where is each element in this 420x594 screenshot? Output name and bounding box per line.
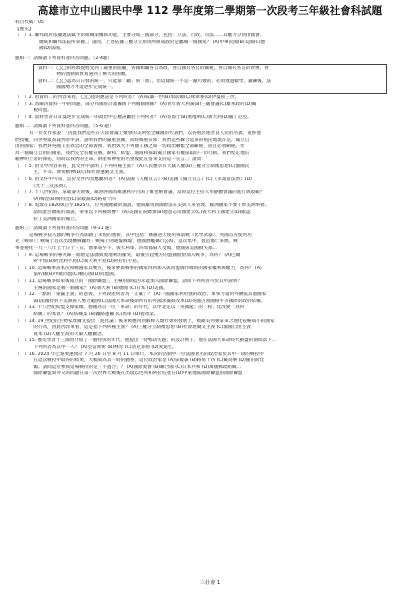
group1-source-box <box>33 64 387 94</box>
question-line: 爾。請問這位參與這場戰役的是「不過合」？ (A)國際奧會 (B)聯合國 (C)日本共和 (D)萬國郵政組織… <box>15 364 242 370</box>
passage-line: 有一位女作家說：「因此我們這些在大陸會議上聚會的美利堅全聯國的代表們，以各殖民地善良人民的名義，並經他 <box>29 130 261 136</box>
question-line: 下列何者為其中一人？ (A)亞當斯密 (B)林肯 (C)洛克菲勒 (D)愛迪生。 <box>15 344 177 350</box>
source-line: 物的流動與貿易遇到了極大的困難。 <box>38 72 130 78</box>
page-footer: 三社會 1 <box>199 580 221 586</box>
question-line: (A)梅涅(B)梅特涅(C)拿破崙(D)路易十四 <box>15 196 116 202</box>
subject-code: 科目代碼：05 <box>15 20 44 25</box>
exam-title: 高雄市立中山國民中學 112 學年度第二學期第一次段考三年級社會科試題 <box>37 5 383 17</box>
question-line: （ ）5. 由文中內容來看，此文件中說明了下列何種主張？ (A)人民應享有天賦人權(B)三權分立制衡思想(C)激國民 <box>15 163 250 169</box>
question-line: （ ）6. 由文件中可知，這份文件內容應屬何者？ (A)法國《人權宣言》(B)美國《獨立宣言》(C)《永遠富法典》(D) <box>15 177 252 183</box>
question-line: 稅同盟。 <box>15 108 52 114</box>
passage-line: 們授權，向世界最高裁判者申訴，說明我們的嚴重意圖，同時鄭重宣佈：我們這些聯合起來的殖民地現在是，獨立自 <box>15 137 250 143</box>
group1-title: 題組一：請閱讀下列資料並回答問題。（2-4題） <box>15 55 113 61</box>
question-line: （ ）3. 為解決資料一中的問題，部分邦國曾計畫籌組下列哪個組織？ (A)青年義大利黨(B)三級會議(C)雄邦政府(D)關 <box>15 101 257 107</box>
question-line: （ ）14. 19 世紀的生物家達爾文提出「進化論」後來被應用到解釋人類社會的發展上，被歐美列強拿來合理化侵略弱小的國家 <box>15 318 275 324</box>
passage-line: 克（戰車）」戰場上首次出現機戰轟炸」戰場上則通盤戰壕；德國潛艦攜行公海；這次集中，製造傷亡來源，戰 <box>15 239 238 245</box>
question-line: （ ）16. 2024 年巴黎奧運預計 7 月 26 日至 8 月 11 日舉行，本次的活動中一位法國著名的政治家於其中一項的戰役中 <box>15 351 264 357</box>
passage-line: 由的國家；我們對英國王室效忠的全部義務，我們與大不列顛王國之間一切政治聯繫全部斷絕，而且必須斷絕。作 <box>15 144 245 150</box>
question-line: （ ）2. 由資料二的內容來看，◯◯指的應該是下列何者？ (A)威廉一世(B)加富爾(C)俾斯麥(D)伊曼紐三世。 <box>15 94 240 100</box>
question-1-line: （ ）1. 聯邦政府依據憲法賦予的組織架構與功能，主要分成三個部分，包括：立法、行政、司法……其權力分別由國會、 <box>15 33 265 39</box>
passage-line: 事並變化一九一八年七十日十三日，德軍東至不，義大利軍，四周都殺人受傷，德國與美國損失都… <box>15 246 218 251</box>
group3-title: 題組三：請閱讀下列資料並回答問題（9-11 題） <box>15 226 115 232</box>
question-line: 拉丁美洲國家的獨立。 <box>15 216 80 222</box>
question-line: 《光十三宣法典》。 <box>15 183 71 189</box>
question-line: （ ）8. 電燈在1820與首至1825年，位英國總鍵的演說，他與羅馬與國際法在美與人來管理、歐洲國家不要干涉美洲事務。 <box>15 203 270 209</box>
question-line: 主導的國家是哪一個國家？ (A)義大利 (B)德國 (C)日本 (D)美國。 <box>15 285 168 291</box>
question-line: （ ）13. 十八世紀結盟支撐家維、德國為首一位「革命」的年代，其中北定以「英國龍」的「和」化改變「為何 <box>15 305 245 311</box>
section-heading-history: 【歷史】 <box>15 26 34 32</box>
passage-line: 這場戰爭侵入類的戰爭行為開啟了永恆的重新，其中包括：修羅逆天使用毒氣戰（化學武器）、英國首先使用坦 <box>29 232 252 238</box>
source-line: 國國勢力才能逐步完成統一。 <box>38 85 117 91</box>
passage-line: 為一個獨立自由的國家，我們完全有權宣戰、締和、結盟、通商和採取獨立國家有權採取的一切行動。我們堅定地信 <box>15 150 250 156</box>
question-1-line: 總統和聯邦法院所掌握。」請問，上述依據三權分立原則所組成政府是屬哪一個國家？ (A)中華民國(B)美國(C)德 <box>39 39 266 45</box>
source-line: 資料一：◯◯的經濟復甦受到了嚴重的阻礙，各國相繼各自為政，各自國有各自的關稅，各自國有各自的貨幣，貨 <box>38 65 269 71</box>
question-line: 請問此位總統的演說，帶來以下何種影響？ (A)美國在南總領(B)德意志帝國建立(C)義大利王國建立(D)歐認 <box>15 210 251 216</box>
question-line: 協約國(B)中歐同盟(C)軸心國(D)同盟國。 <box>15 272 119 278</box>
question-line: 資本 (D)人權至高的天賦人權觀念。 <box>15 331 107 337</box>
question-line: （ ）9. 這場戰爭的導火線一開始是法國與奧地利的衝突，最後引起雙方的盟國紛紛加入戰爭，為何？ (A)巴爾 <box>15 252 241 258</box>
question-line: （ ）10. 這場戰事該本次和戰國家其雙方，後來參與戰事的國家得到加入與同盟國作戰時的國家權利與權力，為何？ (A) <box>15 265 262 271</box>
question-line: 幹半島(B)阿比利半島(C)義大利半島(D)阿拉伯半島。 <box>15 259 142 265</box>
question-line: （ ）11. 這場戰爭結束後成立的「國際聯盟」，主導的國家因未能加入國際聯盟。請問下列何者可於其中說明？ <box>15 278 242 284</box>
question-line: 國際聯盟與外交的問題在第一次世界大戰後在出現以色列和阿拉伯並在(D)中東地區國際聯盟的國際聯盟 <box>15 371 243 377</box>
passage-line: 賴神明上帝的保佑，同時以我們的生命、財產和神聖的名譽彼此宣誓來支持這一宣言。」請問： <box>15 157 206 163</box>
question-line: （ ）12. 一點的「東瀛主義」的意義，下列敘述何者為「正確」？ (A)一國國家利用強的政治、軍事力量對外擴張其他國家 <box>15 292 267 298</box>
question-line: （ ）15. 歷史學者十三國曾介紹了一個特別的年代，他提出「特勢劫失題」的設計例子，他在法國大革命時代動盪的期間落下… <box>15 338 277 344</box>
question-line: 結構」的本質？ (A)紡織業 (B)鐵路運輸 (C)馬車 (D)製冰業。 <box>15 311 159 317</box>
source-line: 資料二：◯◯認為日日發的統一，只能靠「鐵」與「血」，但這樣統一不是一蹴可幾的，必須透過數學，鍛鍊後，法 <box>38 78 272 84</box>
question-line: 的行為，由此內容來看，這是指下列何種主義？ (A)三權分立制衡思想 (B)社會達爾文主義 (C)激國自由主義 <box>15 325 251 331</box>
question-line: （ ）7. 十八世紀時，拿破崙失敗後，歐洲各國為維護秩序召開了維也納會議，當時這位主持人奉靜體會議的進行與規範？ <box>15 190 265 196</box>
question-1-line: 國(D)法國。 <box>39 46 65 52</box>
question-line: 在這次戰役中取得的結果，大幅成為其一時的體系，這位政治家是 (A)拿破崙 (B)路易十四 (C)戴高樂 (D)羅伯斯比 <box>15 358 265 364</box>
question-line: (B)法國特對下美洲與人勢力範圍(C)法國大革命後期所有的外國求獨與改革(D)英國占領國相平等國際的政府結構。 <box>15 298 266 304</box>
question-line: （ ）4. 資料學者日耳曼逐步完成統一的政治中心應該屬於下列何者？ (A)普魯士(B)奧地利(C)義大利(D)薩丁尼亞。 <box>15 114 252 120</box>
question-line: 主、平等、博愛精神(D)自釋社會運動文主義。 <box>15 170 128 176</box>
group2-title: 題組二：請閱讀下列資料並回答問題。（5-6 題） <box>15 124 114 130</box>
